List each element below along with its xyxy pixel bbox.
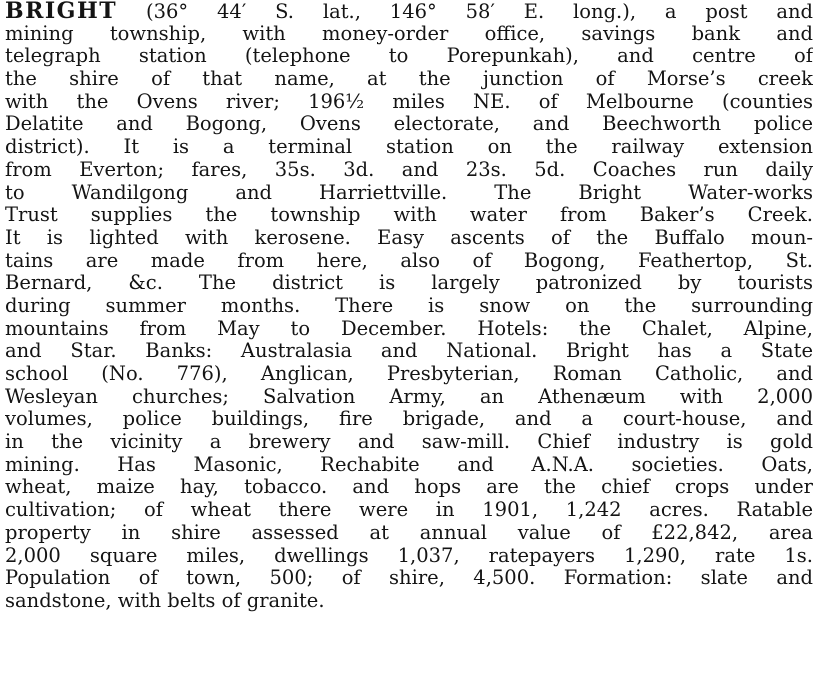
entry-line: telegraph station (telephone to Porepunkah), and centre of bbox=[5, 45, 813, 68]
entry-line: the shire of that name, at the junction of Morse’s creek bbox=[5, 68, 813, 91]
entry-line: Bernard, &c. The district is largely patronized by tourists bbox=[5, 272, 813, 295]
entry-line: from Everton; fares, 35s. 3d. and 23s. 5d. Coaches run daily bbox=[5, 158, 813, 181]
entry-line: mining. Has Masonic, Rechabite and A.N.A. societies. Oats, bbox=[5, 453, 813, 476]
gazetteer-entry bbox=[5, 0, 813, 613]
entry-line: sandstone, with belts of granite. bbox=[5, 589, 325, 612]
entry-line: Wesleyan churches; Salvation Army, an Athenæum with 2,000 bbox=[5, 385, 813, 408]
entry-line: It is lighted with kerosene. Easy ascents of the Buffalo moun- bbox=[5, 226, 813, 249]
entry-headword: BRIGHT bbox=[5, 0, 118, 23]
entry-line: Delatite and Bogong, Ovens electorate, and Beechworth police bbox=[5, 113, 813, 136]
entry-line: cultivation; of wheat there were in 1901, 1,242 acres. Ratable bbox=[5, 499, 813, 522]
entry-line: during summer months. There is snow on the surrounding bbox=[5, 294, 813, 317]
entry-line: wheat, maize hay, tobacco. and hops are the chief crops under bbox=[5, 476, 813, 499]
entry-line: to Wandilgong and Harriettville. The Bright Water-works bbox=[5, 181, 813, 204]
entry-line: mining township, with money-order office, savings bank and bbox=[5, 22, 813, 45]
entry-line: property in shire assessed at annual value of £22,842, area bbox=[5, 521, 813, 544]
entry-line: district). It is a terminal station on the railway extension bbox=[5, 136, 813, 159]
entry-line: 2,000 square miles, dwellings 1,037, ratepayers 1,290, rate 1s. bbox=[5, 544, 813, 567]
entry-line: Trust supplies the township with water from Baker’s Creek. bbox=[5, 204, 813, 227]
entry-line-1-text: (36° 44′ S. lat., 146° 58′ E. long.), a post and bbox=[117, 0, 813, 23]
entry-line: in the vicinity a brewery and saw-mill. Chief industry is gold bbox=[5, 431, 813, 454]
entry-line: with the Ovens river; 196½ miles NE. of Melbourne (counties bbox=[5, 90, 813, 113]
entry-line: school (No. 776), Anglican, Presbyterian, Roman Catholic, and bbox=[5, 363, 813, 385]
entry-line: volumes, police buildings, fire brigade, and a court-house, and bbox=[5, 408, 813, 431]
entry-line: tains are made from here, also of Bogong, Feathertop, St. bbox=[5, 249, 813, 272]
entry-line: Population of town, 500; of shire, 4,500. Formation: slate and bbox=[5, 567, 813, 590]
entry-line-1 bbox=[5, 0, 813, 23]
entry-line: and Star. Banks: Australasia and National. Bright has a State bbox=[5, 340, 813, 363]
entry-line: mountains from May to December. Hotels: the Chalet, Alpine, bbox=[5, 317, 813, 340]
